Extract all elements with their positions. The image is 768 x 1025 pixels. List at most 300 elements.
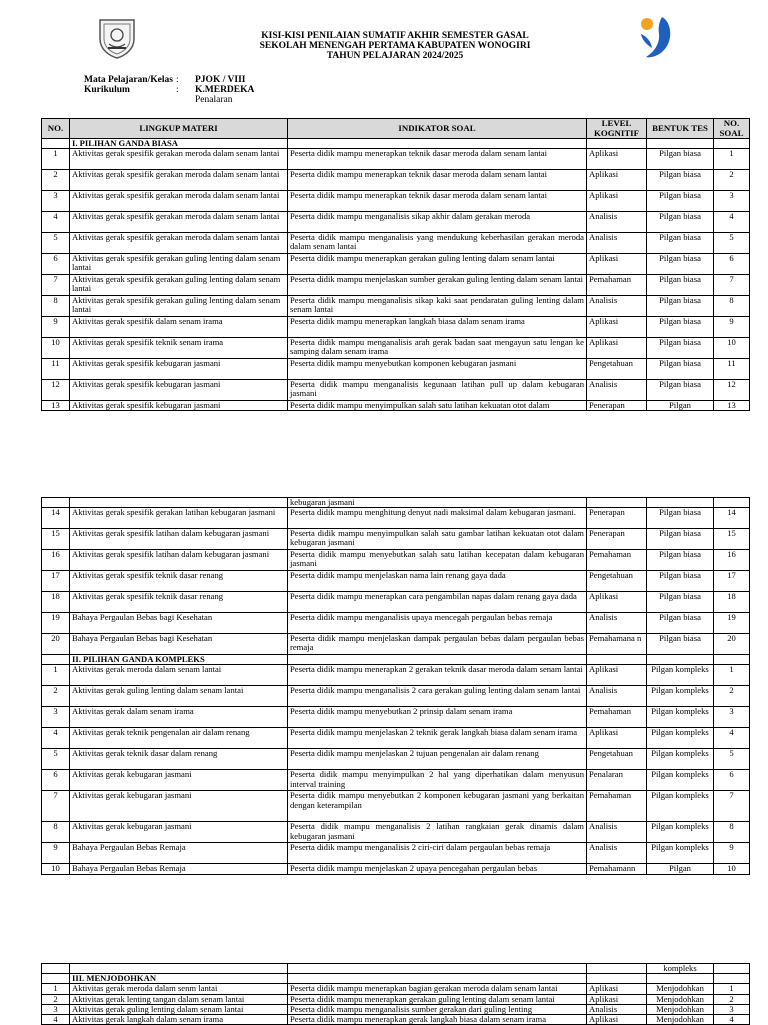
row-level: Penalaran — [587, 770, 647, 791]
row-no: 3 — [42, 191, 70, 212]
row-bentuk: Pilgan biasa — [647, 338, 714, 359]
row-level: Pengetahuan — [587, 571, 647, 592]
col-header-bentuk: BENTUK TES — [647, 119, 714, 139]
row-no: 5 — [42, 233, 70, 254]
section-empty-cell — [288, 139, 587, 149]
row-indikator: Peserta didik mampu menyimpulkan salah satu latihan kekuatan otot dalam — [288, 401, 587, 411]
row-materi: Aktivitas gerak spesifik teknik senam irama — [70, 338, 288, 359]
row-nosoal: 16 — [714, 550, 750, 571]
row-no: 11 — [42, 359, 70, 380]
grid-table-page-2 — [41, 497, 750, 875]
row-level: Penerapan — [587, 529, 647, 550]
row-no: 4 — [42, 212, 70, 233]
row-indikator: Peserta didik mampu menganalisis 2 ciri-ciri dalam pergaulan bebas remaja — [288, 843, 587, 864]
table-row — [42, 843, 750, 864]
table-row — [42, 338, 750, 359]
row-bentuk: Pilgan biasa — [647, 592, 714, 613]
row-level: Analisis — [587, 212, 647, 233]
row-bentuk: Pilgan biasa — [647, 296, 714, 317]
row-bentuk: kompleks — [647, 964, 714, 974]
col-header-level: LEVEL KOGNITIF — [587, 119, 647, 139]
row-nosoal: 17 — [714, 571, 750, 592]
row-bentuk: Pilgan biasa — [647, 508, 714, 529]
row-no: 13 — [42, 401, 70, 411]
table-row — [42, 317, 750, 338]
row-materi: Bahaya Pergaulan Bebas Remaja — [70, 843, 288, 864]
row-indikator: Peserta didik mampu menganalisis sumber gerakan dari guling lenting — [288, 1004, 587, 1014]
row-no: 3 — [42, 1004, 70, 1014]
row-indikator: Peserta didik mampu menerapkan teknik dasar meroda dalam senam lantai — [288, 170, 587, 191]
row-nosoal: 20 — [714, 634, 750, 655]
row-nosoal: 1 — [714, 149, 750, 170]
row-bentuk: Menjodohkan — [647, 984, 714, 994]
row-level: Aplikasi — [587, 728, 647, 749]
col-header-materi: LINGKUP MATERI — [70, 119, 288, 139]
row-nosoal: 11 — [714, 359, 750, 380]
row-level: Aplikasi — [587, 338, 647, 359]
row-bentuk: Menjodohkan — [647, 1015, 714, 1025]
row-bentuk: Pilgan biasa — [647, 191, 714, 212]
row-no: 12 — [42, 380, 70, 401]
row-bentuk — [647, 498, 714, 508]
row-indikator: Peserta didik mampu menyebutkan salah satu latihan kecepatan dalam kebugaran jasmani — [288, 550, 587, 571]
row-no: 15 — [42, 529, 70, 550]
row-indikator: Peserta didik mampu menjelaskan 2 tujuan pengenalan air dalam renang — [288, 749, 587, 770]
row-indikator — [288, 964, 587, 974]
row-level: Aplikasi — [587, 592, 647, 613]
section-row — [42, 655, 750, 665]
row-bentuk: Pilgan kompleks — [647, 728, 714, 749]
row-no: 18 — [42, 592, 70, 613]
row-nosoal: 9 — [714, 317, 750, 338]
subject-meta — [84, 75, 254, 105]
row-materi: Aktivitas gerak teknik dasar dalam renang — [70, 749, 288, 770]
row-nosoal: 2 — [714, 170, 750, 191]
row-level: Analisis — [587, 843, 647, 864]
row-indikator: Peserta didik mampu menjelaskan nama lain renang gaya dada — [288, 571, 587, 592]
section-title: I. PILIHAN GANDA BIASA — [70, 139, 288, 149]
row-level: Pemahaman — [587, 275, 647, 296]
row-materi: Aktivitas gerak spesifik gerakan latihan kebugaran jasmani — [70, 508, 288, 529]
district-emblem-icon — [96, 17, 138, 59]
table-row — [42, 822, 750, 843]
section-title: II. PILIHAN GANDA KOMPLEKS — [70, 655, 288, 665]
row-indikator: Peserta didik mampu menganalisis kegunaan latihan pull up dalam kebugaran jasmani — [288, 380, 587, 401]
row-materi: Aktivitas gerak lenting tangan dalam senam lantai — [70, 994, 288, 1004]
table-row — [42, 149, 750, 170]
row-indikator: Peserta didik mampu menerapkan cara pengambilan napas dalam renang gaya dada — [288, 592, 587, 613]
row-indikator: Peserta didik mampu menganalisis sikap kaki saat pendaratan guling lenting dalam senam lantai — [288, 296, 587, 317]
row-materi: Bahaya Pergaulan Bebas bagi Kesehatan — [70, 634, 288, 655]
table-row — [42, 686, 750, 707]
row-materi: Aktivitas gerak meroda dalam senam lantai — [70, 665, 288, 686]
row-level: Analisis — [587, 296, 647, 317]
table-row — [42, 359, 750, 380]
table-row — [42, 529, 750, 550]
section-empty-cell — [647, 655, 714, 665]
row-bentuk: Pilgan kompleks — [647, 770, 714, 791]
grid-table-page-1 — [41, 118, 750, 411]
table-row — [42, 665, 750, 686]
col-header-no: NO. — [42, 119, 70, 139]
table-row — [42, 498, 750, 508]
row-indikator: Peserta didik mampu menerapkan langkah biasa dalam senam irama — [288, 317, 587, 338]
row-no: 1 — [42, 984, 70, 994]
row-indikator: Peserta didik mampu menjelaskan dampak pergaulan bebas dalam pergaulan bebas remaja — [288, 634, 587, 655]
row-materi: Aktivitas gerak dalam senam irama — [70, 707, 288, 728]
col-header-indikator: INDIKATOR SOAL — [288, 119, 587, 139]
row-no: 3 — [42, 707, 70, 728]
row-bentuk: Pilgan biasa — [647, 529, 714, 550]
section-row — [42, 139, 750, 149]
row-indikator: Peserta didik mampu menjelaskan 2 upaya pencegahan pergaulan bebas — [288, 864, 587, 874]
row-no: 6 — [42, 770, 70, 791]
row-level: Pemahamana n — [587, 634, 647, 655]
row-nosoal: 12 — [714, 380, 750, 401]
row-no: 8 — [42, 296, 70, 317]
row-materi: Aktivitas gerak spesifik dalam senam irama — [70, 317, 288, 338]
row-nosoal: 14 — [714, 508, 750, 529]
row-materi — [70, 498, 288, 508]
row-materi — [70, 964, 288, 974]
row-no: 17 — [42, 571, 70, 592]
table-row — [42, 380, 750, 401]
row-level: Pemahamann — [587, 864, 647, 874]
row-nosoal: 13 — [714, 401, 750, 411]
row-nosoal: 3 — [714, 191, 750, 212]
row-materi: Aktivitas gerak spesifik gerakan meroda dalam senam lantai — [70, 191, 288, 212]
row-bentuk: Pilgan biasa — [647, 275, 714, 296]
row-materi: Aktivitas gerak kebugaran jasmani — [70, 770, 288, 791]
row-no: 7 — [42, 275, 70, 296]
row-level: Aplikasi — [587, 317, 647, 338]
title-line-3: TAHUN PELAJARAN 2024/2025 — [326, 51, 464, 61]
row-materi: Aktivitas gerak spesifik gerakan meroda dalam senam lantai — [70, 212, 288, 233]
row-no — [42, 498, 70, 508]
row-bentuk: Pilgan biasa — [647, 170, 714, 191]
table-row — [42, 728, 750, 749]
row-materi: Aktivitas gerak langkah dalam senam irama — [70, 1015, 288, 1025]
row-nosoal: 4 — [714, 728, 750, 749]
table-row — [42, 212, 750, 233]
table-row — [42, 770, 750, 791]
table-row — [42, 749, 750, 770]
table-row — [42, 1004, 750, 1014]
row-materi: Aktivitas gerak spesifik kebugaran jasmani — [70, 401, 288, 411]
meta-sep — [176, 95, 195, 105]
row-level: Pemahaman — [587, 791, 647, 822]
col-header-nosoal: NO. SOAL — [714, 119, 750, 139]
row-indikator: Peserta didik mampu menerapkan teknik dasar meroda dalam senam lantai — [288, 191, 587, 212]
row-nosoal: 5 — [714, 749, 750, 770]
row-bentuk: Pilgan biasa — [647, 550, 714, 571]
row-indikator: Peserta didik mampu menganalisis 2 cara gerakan guling lenting dalam senam lantai — [288, 686, 587, 707]
meta-sep: : — [176, 85, 179, 95]
row-materi: Bahaya Pergaulan Bebas bagi Kesehatan — [70, 613, 288, 634]
row-level: Penerapan — [587, 508, 647, 529]
title-line-1: KISI-KISI PENILAIAN SUMATIF AKHIR SEMESTER GASAL — [261, 31, 529, 41]
row-bentuk: Pilgan kompleks — [647, 791, 714, 822]
row-nosoal: 5 — [714, 233, 750, 254]
row-no: 2 — [42, 686, 70, 707]
row-bentuk: Pilgan biasa — [647, 212, 714, 233]
row-materi: Aktivitas gerak kebugaran jasmani — [70, 791, 288, 822]
row-bentuk: Menjodohkan — [647, 1004, 714, 1014]
row-indikator: Peserta didik mampu menerapkan gerakan guling lenting dalam senam lantai — [288, 254, 587, 275]
row-no: 1 — [42, 149, 70, 170]
row-level: Aplikasi — [587, 149, 647, 170]
section-empty-cell — [288, 974, 587, 984]
row-no: 19 — [42, 613, 70, 634]
row-level: Analisis — [587, 686, 647, 707]
grid-table-page-3 — [41, 963, 750, 1025]
row-no: 5 — [42, 749, 70, 770]
row-indikator: Peserta didik mampu menganalisis sikap akhir dalam gerakan meroda — [288, 212, 587, 233]
row-level — [587, 498, 647, 508]
row-nosoal: 7 — [714, 791, 750, 822]
row-materi: Aktivitas gerak spesifik latihan dalam kebugaran jasmani — [70, 529, 288, 550]
row-nosoal: 9 — [714, 843, 750, 864]
row-indikator: Peserta didik mampu menghitung denyut nadi maksimal dalam kebugaran jasmani. — [288, 508, 587, 529]
section-row — [42, 974, 750, 984]
table-row — [42, 170, 750, 191]
row-no: 4 — [42, 1015, 70, 1025]
section-no-cell — [42, 139, 70, 149]
table-row — [42, 994, 750, 1004]
row-nosoal: 4 — [714, 212, 750, 233]
row-materi: Aktivitas gerak guling lenting dalam senam lantai — [70, 686, 288, 707]
meta-label: Kurikulum — [84, 85, 130, 95]
row-indikator: Peserta didik mampu menyebutkan 2 prinsip dalam senam irama — [288, 707, 587, 728]
row-bentuk: Pilgan biasa — [647, 149, 714, 170]
row-indikator: Peserta didik mampu menyebutkan 2 komponen kebugaran jasmani yang berkaitan dengan keterampilan — [288, 791, 587, 822]
table-row — [42, 275, 750, 296]
row-indikator: Peserta didik mampu menerapkan 2 gerakan teknik dasar meroda dalam senam lantai — [288, 665, 587, 686]
row-materi: Aktivitas gerak spesifik gerakan guling lenting dalam senam lantai — [70, 254, 288, 275]
row-nosoal: 1 — [714, 984, 750, 994]
meta-label — [84, 95, 176, 105]
row-bentuk: Pilgan biasa — [647, 254, 714, 275]
table-row — [42, 864, 750, 874]
row-level: Pemahaman — [587, 550, 647, 571]
row-no: 8 — [42, 822, 70, 843]
row-indikator: Peserta didik mampu menerapkan bagian gerakan meroda dalam senam lantai — [288, 984, 587, 994]
table-row — [42, 707, 750, 728]
row-level: Penerapan — [587, 401, 647, 411]
row-level: Aplikasi — [587, 191, 647, 212]
row-no: 6 — [42, 254, 70, 275]
row-materi: Aktivitas gerak spesifik gerakan meroda dalam senam lantai — [70, 233, 288, 254]
row-level: Aplikasi — [587, 170, 647, 191]
row-nosoal: 6 — [714, 254, 750, 275]
row-no: 20 — [42, 634, 70, 655]
section-empty-cell — [647, 974, 714, 984]
row-bentuk: Pilgan kompleks — [647, 707, 714, 728]
table-row — [42, 401, 750, 411]
meta-value: Penalaran — [195, 95, 233, 105]
meta-row-curriculum — [84, 85, 254, 95]
meta-value: K.MERDEKA — [195, 85, 255, 95]
row-no: 10 — [42, 338, 70, 359]
row-no: 10 — [42, 864, 70, 874]
row-nosoal: 3 — [714, 707, 750, 728]
row-bentuk: Menjodohkan — [647, 994, 714, 1004]
row-indikator: Peserta didik mampu menganalisis arah gerak badan saat mengayun satu lengan ke samping dalam senam irama — [288, 338, 587, 359]
table-row — [42, 964, 750, 974]
row-bentuk: Pilgan biasa — [647, 359, 714, 380]
row-bentuk: Pilgan biasa — [647, 380, 714, 401]
row-no: 9 — [42, 317, 70, 338]
row-nosoal: 3 — [714, 1004, 750, 1014]
row-materi: Bahaya Pergaulan Bebas Remaja — [70, 864, 288, 874]
row-materi: Aktivitas gerak kebugaran jasmani — [70, 822, 288, 843]
wonogiri-logo-icon — [638, 14, 678, 62]
row-bentuk: Pilgan — [647, 401, 714, 411]
row-nosoal: 8 — [714, 296, 750, 317]
table-row — [42, 191, 750, 212]
row-indikator: kebugaran jasmani — [288, 498, 587, 508]
row-indikator: Peserta didik mampu menjelaskan sumber gerakan guling lenting dalam senam lantai — [288, 275, 587, 296]
row-indikator: Peserta didik mampu menyebutkan komponen kebugaran jasmani — [288, 359, 587, 380]
row-nosoal: 2 — [714, 686, 750, 707]
table-row — [42, 613, 750, 634]
row-nosoal: 2 — [714, 994, 750, 1004]
row-indikator: Peserta didik mampu menerapkan gerak langkah biasa dalam senam irama — [288, 1015, 587, 1025]
row-bentuk: Pilgan kompleks — [647, 686, 714, 707]
row-materi: Aktivitas gerak spesifik gerakan meroda dalam senam lantai — [70, 170, 288, 191]
row-nosoal: 4 — [714, 1015, 750, 1025]
row-bentuk: Pilgan — [647, 864, 714, 874]
row-materi: Aktivitas gerak spesifik kebugaran jasmani — [70, 359, 288, 380]
row-materi: Aktivitas gerak spesifik latihan dalam kebugaran jasmani — [70, 550, 288, 571]
row-level: Analisis — [587, 1004, 647, 1014]
row-level: Aplikasi — [587, 1015, 647, 1025]
row-materi: Aktivitas gerak spesifik gerakan guling lenting dalam senam lantai — [70, 275, 288, 296]
section-no-cell — [42, 974, 70, 984]
row-level: Aplikasi — [587, 254, 647, 275]
row-materi: Aktivitas gerak spesifik gerakan guling lenting dalam senam lantai — [70, 296, 288, 317]
row-level: Pengetahuan — [587, 359, 647, 380]
row-indikator: Peserta didik mampu menjelaskan 2 teknik gerak langkah biasa dalam senam irama — [288, 728, 587, 749]
table-row — [42, 592, 750, 613]
title-line-2: SEKOLAH MENENGAH PERTAMA KABUPATEN WONOGIRI — [259, 41, 531, 51]
row-no: 2 — [42, 994, 70, 1004]
row-indikator: Peserta didik mampu menganalisis 2 latihan rangkaian gerak dinamis dalam kebugaran jasmani — [288, 822, 587, 843]
row-nosoal: 10 — [714, 338, 750, 359]
row-nosoal — [714, 964, 750, 974]
row-bentuk: Pilgan biasa — [647, 634, 714, 655]
row-nosoal: 1 — [714, 665, 750, 686]
meta-value: PJOK / VIII — [195, 75, 246, 85]
table-row — [42, 296, 750, 317]
row-bentuk: Pilgan biasa — [647, 233, 714, 254]
table-row — [42, 1015, 750, 1025]
row-level: Pemahaman — [587, 707, 647, 728]
row-materi: Aktivitas gerak spesifik kebugaran jasmani — [70, 380, 288, 401]
row-no: 7 — [42, 791, 70, 822]
row-indikator: Peserta didik mampu menyimpulkan 2 hal yang diperhatikan dalam menyusun interval training — [288, 770, 587, 791]
row-indikator: Peserta didik mampu menyimpulkan salah satu gambar latihan kekuatan otot dalam kebugaran jasmani — [288, 529, 587, 550]
row-indikator: Peserta didik mampu menganalisis upaya mencegah pergaulan bebas remaja — [288, 613, 587, 634]
table-row — [42, 233, 750, 254]
row-materi: Aktivitas gerak spesifik teknik dasar renang — [70, 592, 288, 613]
section-empty-cell — [587, 139, 647, 149]
section-title: III. MENJODOHKAN — [70, 974, 288, 984]
table-row — [42, 254, 750, 275]
row-bentuk: Pilgan biasa — [647, 613, 714, 634]
row-level: Analisis — [587, 613, 647, 634]
row-materi: Aktivitas gerak spesifik teknik dasar renang — [70, 571, 288, 592]
section-empty-cell — [714, 655, 750, 665]
row-nosoal — [714, 498, 750, 508]
section-empty-cell — [587, 974, 647, 984]
document-title — [180, 31, 610, 61]
table-row — [42, 550, 750, 571]
section-empty-cell — [714, 974, 750, 984]
row-bentuk: Pilgan kompleks — [647, 749, 714, 770]
meta-label: Mata Pelajaran/Kelas — [84, 75, 173, 85]
row-nosoal: 10 — [714, 864, 750, 874]
row-no: 14 — [42, 508, 70, 529]
row-indikator: Peserta didik mampu menerapkan gerakan guling lenting dalam senam lantai — [288, 994, 587, 1004]
row-materi: Aktivitas gerak guling lenting dalam senam lantai — [70, 1004, 288, 1014]
row-nosoal: 15 — [714, 529, 750, 550]
row-materi: Aktivitas gerak meroda dalam senm lantai — [70, 984, 288, 994]
row-nosoal: 7 — [714, 275, 750, 296]
table-row — [42, 984, 750, 994]
meta-sep: : — [176, 75, 179, 85]
section-no-cell — [42, 655, 70, 665]
row-level: Analisis — [587, 380, 647, 401]
row-level: Aplikasi — [587, 994, 647, 1004]
row-indikator: Peserta didik mampu menerapkan teknik dasar meroda dalam senam lantai — [288, 149, 587, 170]
row-level: Analisis — [587, 822, 647, 843]
row-no: 2 — [42, 170, 70, 191]
meta-row-extra — [84, 95, 254, 105]
row-bentuk: Pilgan biasa — [647, 571, 714, 592]
row-no: 16 — [42, 550, 70, 571]
section-empty-cell — [714, 139, 750, 149]
row-bentuk: Pilgan kompleks — [647, 843, 714, 864]
meta-row-subject — [84, 75, 254, 85]
row-materi: Aktivitas gerak teknik pengenalan air dalam renang — [70, 728, 288, 749]
row-nosoal: 19 — [714, 613, 750, 634]
row-bentuk: Pilgan kompleks — [647, 822, 714, 843]
row-materi: Aktivitas gerak spesifik gerakan meroda dalam senam lantai — [70, 149, 288, 170]
table-row — [42, 791, 750, 822]
row-indikator: Peserta didik mampu menganalisis yang mendukung keberhasilan gerakan meroda dalam senam lantai — [288, 233, 587, 254]
row-no: 9 — [42, 843, 70, 864]
table-row — [42, 571, 750, 592]
table-header-row — [42, 119, 750, 139]
section-empty-cell — [288, 655, 587, 665]
row-nosoal: 6 — [714, 770, 750, 791]
row-level: Analisis — [587, 233, 647, 254]
row-level: Aplikasi — [587, 984, 647, 994]
row-level: Aplikasi — [587, 665, 647, 686]
row-no: 1 — [42, 665, 70, 686]
row-bentuk: Pilgan biasa — [647, 317, 714, 338]
section-empty-cell — [587, 655, 647, 665]
row-bentuk: Pilgan kompleks — [647, 665, 714, 686]
row-no: 4 — [42, 728, 70, 749]
table-row — [42, 508, 750, 529]
row-nosoal: 18 — [714, 592, 750, 613]
row-no — [42, 964, 70, 974]
section-empty-cell — [647, 139, 714, 149]
row-nosoal: 8 — [714, 822, 750, 843]
table-row — [42, 634, 750, 655]
